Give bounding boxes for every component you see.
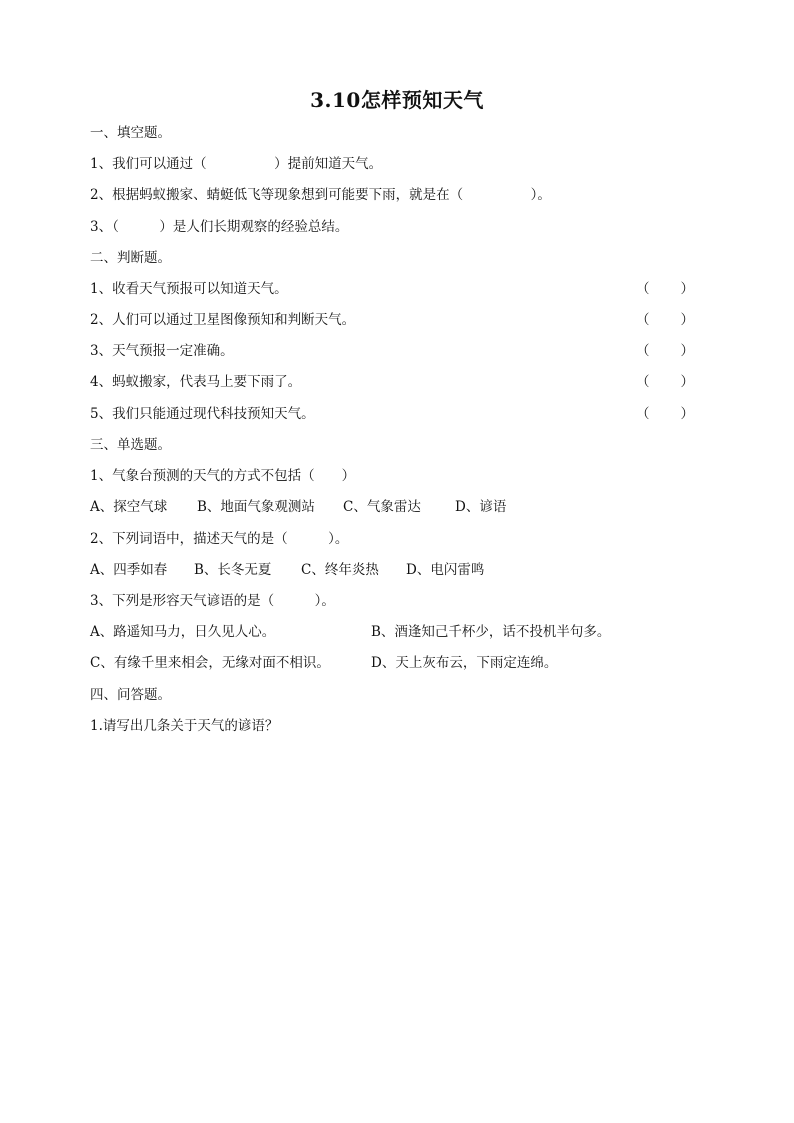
- choice-3-option-c: C、有缘千里来相会，无缘对面不相识。: [90, 655, 330, 671]
- answer-question-1: 1.请写出几条关于天气的谚语？: [90, 718, 279, 734]
- choice-3-option-a: A、路遥知马力，日久见人心。: [90, 624, 276, 640]
- fill-question-2: 2、根据蚂蚁搬家、蜻蜓低飞等现象想到可能要下雨，就是在（ ）。: [90, 187, 551, 203]
- choice-3-option-d: D、天上灰布云，下雨定连绵。: [371, 655, 558, 671]
- section-heading-answer: 四、问答题。: [90, 687, 171, 703]
- judge-item-3: 3、天气预报一定准确。: [90, 343, 234, 359]
- judge-item-1: 1、收看天气预报可以知道天气。: [90, 281, 288, 297]
- choice-2-option-b: B、长冬无夏: [194, 562, 272, 578]
- choice-1-option-c: C、气象雷达: [343, 499, 421, 515]
- judge-item-5: 5、我们只能通过现代科技预知天气。: [90, 406, 315, 422]
- judge-item-4: 4、蚂蚁搬家，代表马上要下雨了。: [90, 374, 302, 390]
- choice-question-2: 2、下列词语中，描述天气的是（ ）。: [90, 531, 349, 547]
- choice-3-option-b: B、酒逢知己千杯少，话不投机半句多。: [371, 624, 611, 640]
- fill-question-3: 3、（ ）是人们长期观察的经验总结。: [90, 219, 349, 235]
- choice-1-option-d: D、谚语: [455, 499, 507, 515]
- choice-2-option-d: D、电闪雷鸣: [406, 562, 485, 578]
- choice-1-option-b: B、地面气象观测站: [197, 499, 315, 515]
- judge-item-2: 2、人们可以通过卫星图像预知和判断天气。: [90, 312, 356, 328]
- choice-question-1: 1、气象台预测的天气的方式不包括（ ）: [90, 468, 356, 484]
- choice-2-option-c: C、终年炎热: [301, 562, 379, 578]
- page-title: 3.10怎样预知天气: [310, 88, 484, 112]
- section-heading-judge: 二、判断题。: [90, 250, 171, 266]
- choice-2-option-a: A、四季如春: [90, 562, 168, 578]
- choice-1-option-a: A、探空气球: [90, 499, 168, 515]
- section-heading-fill: 一、填空题。: [90, 125, 171, 141]
- choice-question-3: 3、下列是形容天气谚语的是（ ）。: [90, 593, 335, 609]
- fill-question-1: 1、我们可以通过（ ）提前知道天气。: [90, 156, 383, 172]
- section-heading-choice: 三、单选题。: [90, 437, 171, 453]
